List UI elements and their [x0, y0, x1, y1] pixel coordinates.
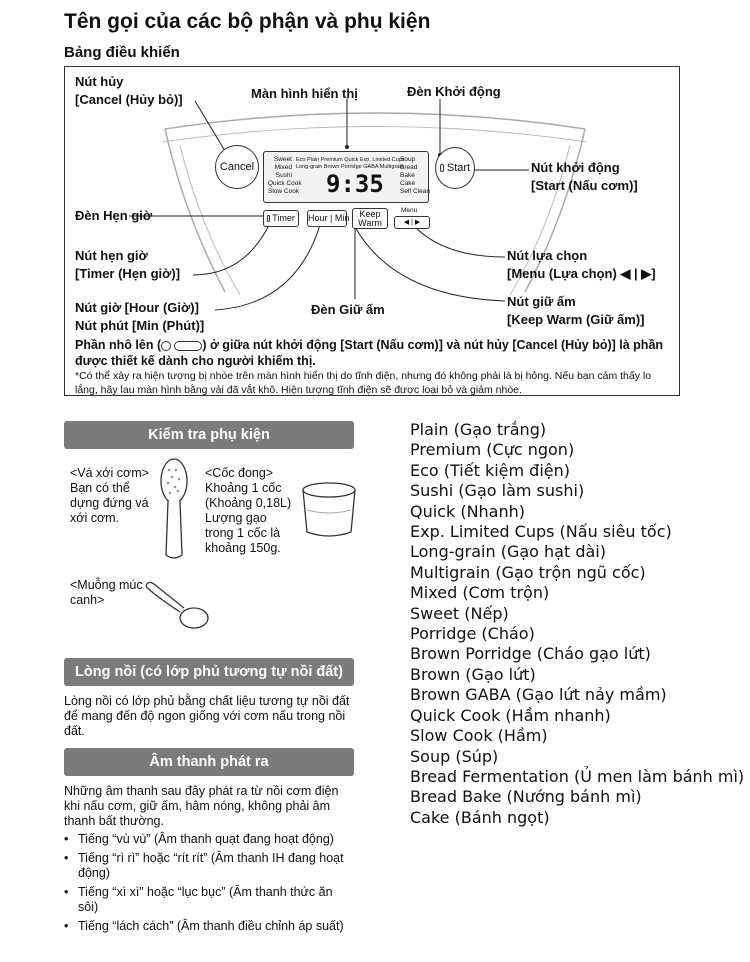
- menu-list: [410, 420, 744, 828]
- list-item: Bread Bake (Nướng bánh mì): [410, 787, 642, 807]
- cancel-button-label: Nút hủy [Cancel (Hủy bỏ)]: [75, 74, 183, 107]
- list-item: Premium (Cực ngon): [410, 440, 575, 460]
- accessories-heading: Kiểm tra phụ kiện: [64, 421, 354, 449]
- page-title: Tên gọi của các bộ phận và phụ kiện: [64, 10, 431, 33]
- hour-min-button-label: Nút giờ [Hour (Giờ)] Nút phút [Min (Phút)]: [75, 300, 205, 333]
- sounds-list: [64, 832, 354, 938]
- lcd-top-modes-1: Eco Plain Premium Quick Exp. Limited Cups: [296, 157, 405, 163]
- timer-button[interactable]: [263, 210, 299, 227]
- timer-lamp-icon: [267, 215, 270, 222]
- keepwarm-lamp-label: Đèn Giữ ấm: [311, 302, 385, 317]
- keep-warm-button[interactable]: Keep Warm: [352, 208, 388, 229]
- lcd-display: [263, 151, 429, 203]
- list-item: Plain (Gạo trắng): [410, 420, 547, 439]
- paddle-text: <Vá xới cơm> Bạn có thể dựng đứng vá xới cơm.: [70, 466, 149, 525]
- list-item: Mixed (Cơm trộn): [410, 583, 550, 603]
- min-button[interactable]: Min: [334, 213, 350, 223]
- list-item: • Tiếng “lách cách” (Âm thanh điều chỉnh áp suất): [64, 919, 354, 934]
- control-panel-heading: Bảng điều khiển: [64, 44, 180, 61]
- start-button-label: Nút khởi động [Start (Nấu cơm)]: [531, 160, 638, 193]
- hour-button[interactable]: Hour: [308, 213, 328, 223]
- list-item: • Tiếng “vù vù” (Âm thanh quạt đang hoạt động): [64, 832, 354, 847]
- cancel-button[interactable]: Cancel: [215, 145, 259, 189]
- display-label: Màn hình hiển thị: [251, 86, 358, 101]
- start-button-text: Start: [446, 162, 471, 174]
- list-item: Slow Cook (Hầm): [410, 726, 548, 746]
- list-item: Sweet (Nếp): [410, 603, 509, 623]
- keepwarm-button-label: Nút giữ ấm [Keep Warm (Giữ ấm)]: [507, 294, 645, 327]
- lcd-right-modes: Soup Bread Bake Cake Self Clean: [400, 156, 430, 195]
- control-panel-figure: [64, 66, 680, 396]
- lcd-left-modes: Sweet Mixed Sushi Quick Cook Slow Cook: [268, 156, 302, 195]
- tactile-note: Phần nhô lên ( ) ở giữa nút khởi động [Start (Nấu cơm)] và nút hủy [Cancel (Hủy bỏ)] là phần được thiết kế dành cho người khiếm thị.: [75, 338, 664, 368]
- list-item: • Tiếng “xì xì” hoặc “lục bục” (Âm thanh thức ăn sôi): [64, 885, 354, 915]
- list-item: Soup (Súp): [410, 746, 499, 766]
- menu-button-label: Nút lựa chọn [Menu (Lựa chọn) ◀ | ▶]: [507, 248, 656, 281]
- list-item: Multigrain (Gạo trộn ngũ cốc): [410, 562, 646, 582]
- tactile-dot-icon: [161, 341, 171, 351]
- tactile-bar-icon: [174, 341, 202, 351]
- static-note: *Có thể xảy ra hiện tượng bị nhòe trên màn hình hiển thị do tĩnh điện, nhưng đó không phải là bị hỏng. Nếu bạn cảm thấy lo lắng, hãy lau màn hình bằng vải đã vắt khô. Hiện tượng tĩnh điện sẽ được loại bỏ và giảm nhòe.: [75, 370, 652, 396]
- cup-text: <Cốc đong> Khoảng 1 cốc (Khoảng 0,18L) Lượng gạo trong 1 cốc là khoảng 150g.: [205, 466, 292, 555]
- start-lamp-icon: [440, 164, 444, 172]
- timer-button-text: Timer: [272, 213, 295, 223]
- timer-lamp-label: Đèn Hẹn giờ: [75, 208, 153, 223]
- list-item: Brown Porridge (Cháo gạo lứt): [410, 644, 651, 664]
- menu-button-caption: Menu: [401, 207, 418, 214]
- inner-pot-heading: Lòng nồi (có lớp phủ tương tự nồi đất): [64, 658, 354, 686]
- sounds-intro: Những âm thanh sau đây phát ra từ nồi cơm điện khi nấu cơm, giữ ấm, hâm nóng, không phải âm thanh bất thường.: [64, 784, 339, 828]
- list-item: • Tiếng “rì rì” hoặc “rít rít” (Âm thanh IH đang hoạt động): [64, 851, 354, 881]
- measuring-cup-icon: [298, 480, 360, 542]
- lcd-top-modes-2: Long-grain Brown Porridge GABA Multigrain: [296, 164, 404, 170]
- list-item: Brown (Gạo lứt): [410, 664, 536, 684]
- list-item: Bread Fermentation (Ủ men làm bánh mì): [410, 766, 745, 786]
- list-item: Exp. Limited Cups (Nấu siêu tốc): [410, 522, 672, 542]
- start-lamp-label: Đèn Khởi động: [407, 84, 501, 99]
- list-item: Long-grain (Gạo hạt dài): [410, 542, 606, 562]
- ladle-icon: [140, 576, 212, 632]
- lcd-time: 9:35: [326, 170, 384, 198]
- sounds-heading: Âm thanh phát ra: [64, 748, 354, 776]
- list-item: Quick Cook (Hầm nhanh): [410, 705, 611, 725]
- list-item: Brown GABA (Gạo lứt nảy mầm): [410, 685, 667, 705]
- list-item: Quick (Nhanh): [410, 501, 526, 521]
- list-item: Porridge (Cháo): [410, 624, 535, 644]
- inner-pot-text: Lòng nồi có lớp phủ bằng chất liệu tương tự nồi đất để mang đến độ ngon giống với cơm nấu trong nồi đất.: [64, 694, 350, 738]
- ladle-text: <Muỗng múc canh>: [70, 578, 143, 607]
- list-item: Eco (Tiết kiệm điện): [410, 460, 571, 480]
- start-button[interactable]: [435, 147, 475, 189]
- menu-button[interactable]: ◀ | ▶: [394, 216, 430, 229]
- list-item: Sushi (Gạo làm sushi): [410, 481, 585, 501]
- list-item: Cake (Bánh ngọt): [410, 807, 550, 827]
- timer-button-label: Nút hẹn giờ [Timer (Hẹn giờ)]: [75, 248, 181, 281]
- hour-min-buttons: Hour | Min: [307, 210, 347, 227]
- rice-paddle-icon: [154, 455, 194, 565]
